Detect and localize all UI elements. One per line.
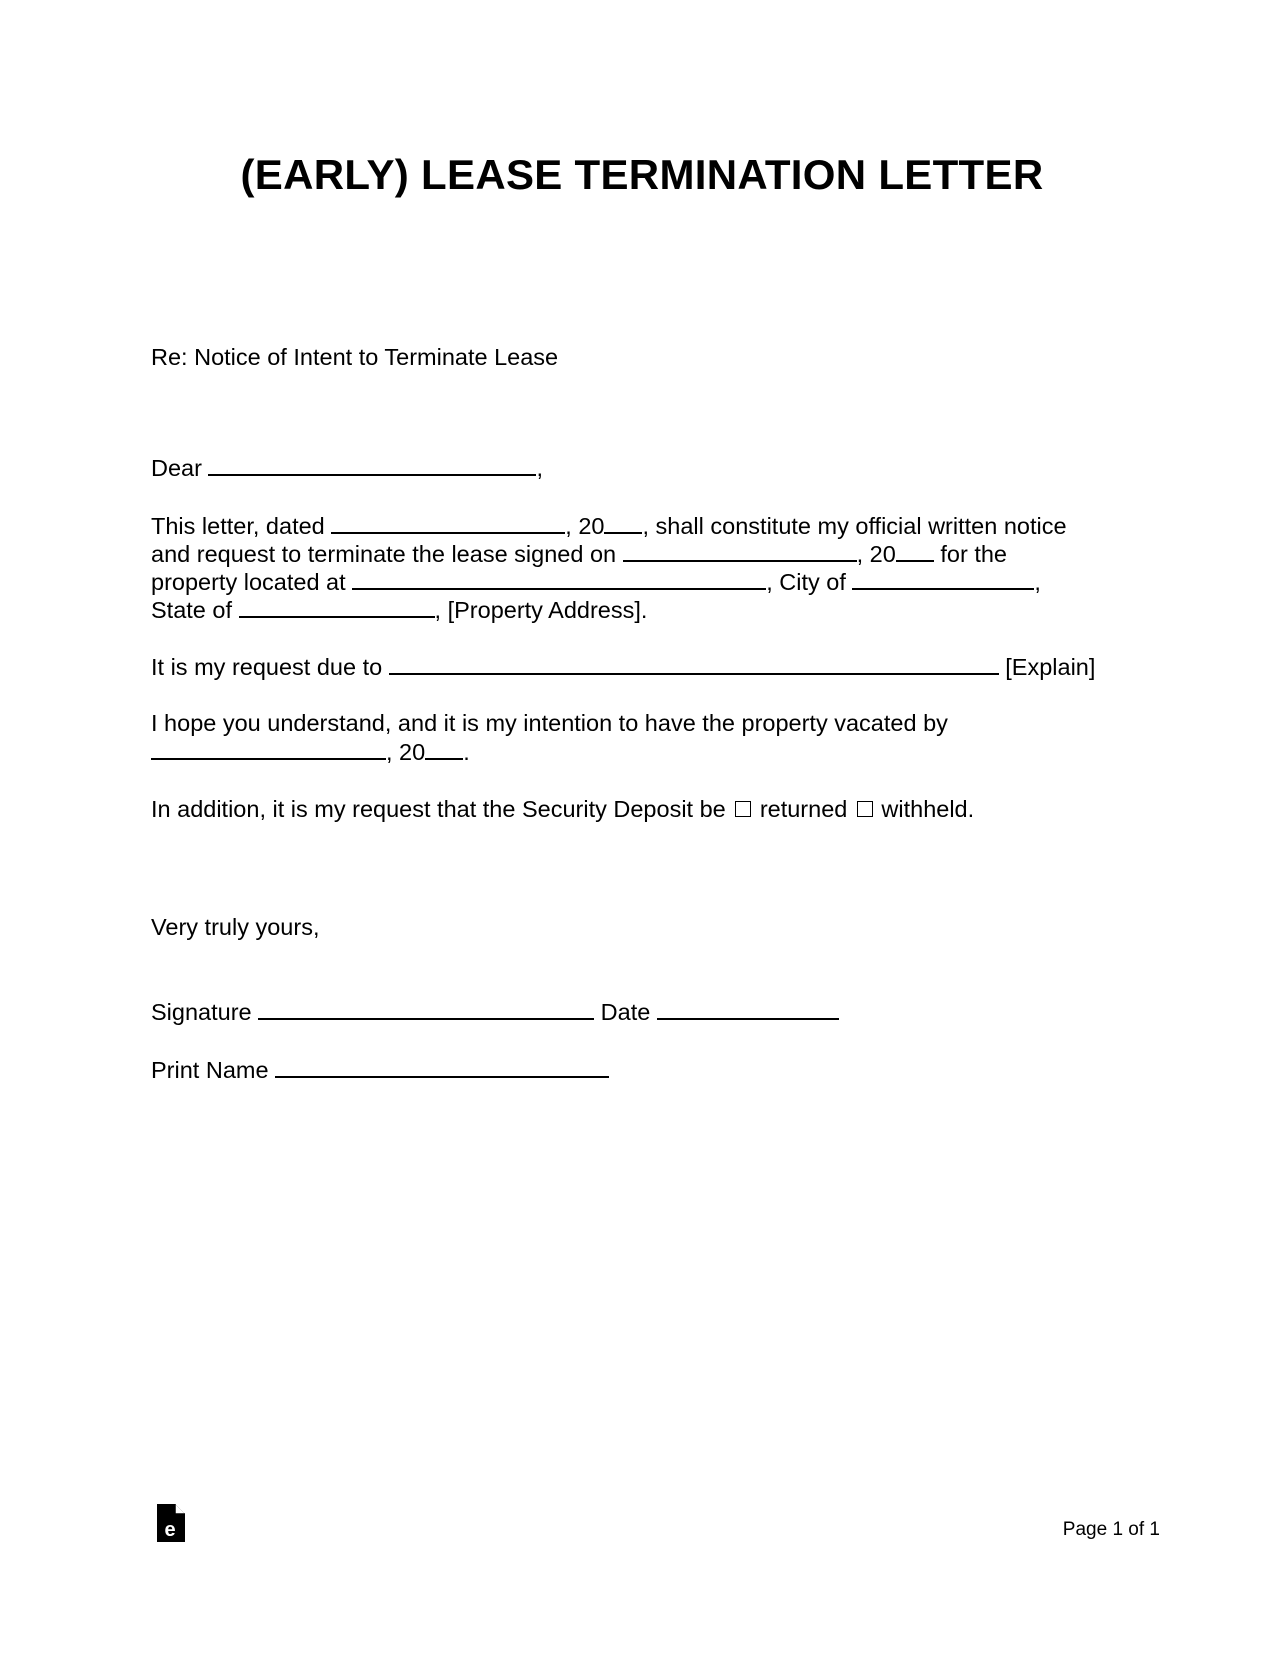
letter-dated-label: This letter, dated: [151, 513, 325, 539]
signature-field[interactable]: [258, 997, 594, 1020]
vacate-year-field[interactable]: [425, 737, 463, 760]
comma-label: ,: [1034, 569, 1041, 595]
paragraph1-line3: [151, 567, 1041, 596]
recipient-name-field[interactable]: [208, 453, 536, 476]
withheld-label: withheld.: [881, 796, 975, 822]
lease-signed-date-field[interactable]: [623, 539, 857, 562]
returned-checkbox[interactable]: [735, 801, 751, 817]
re-line: Re: Notice of Intent to Terminate Lease: [151, 344, 559, 370]
reason-line: [151, 652, 1095, 681]
year-prefix-label: , 20: [856, 541, 896, 567]
print-name-label: Print Name: [151, 1057, 269, 1083]
state-label: State of: [151, 597, 232, 623]
property-location-field[interactable]: [352, 567, 766, 590]
paragraph1-line1: [151, 511, 1067, 540]
salutation-suffix: ,: [536, 455, 543, 481]
document-title: (EARLY) LEASE TERMINATION LETTER: [240, 151, 1044, 198]
deposit-label: In addition, it is my request that the Security Deposit be: [151, 796, 726, 822]
salutation-line: [151, 453, 543, 482]
explain-label: [Explain]: [1005, 654, 1096, 680]
withheld-checkbox[interactable]: [857, 801, 873, 817]
vacate-line1: I hope you understand, and it is my intention to have the property vacated by: [151, 710, 948, 736]
date-field[interactable]: [657, 997, 839, 1020]
page-number: Page 1 of 1: [1062, 1519, 1160, 1540]
vacate-date-field[interactable]: [151, 737, 386, 760]
lease-signed-year-field[interactable]: [896, 539, 934, 562]
lease-signed-label: and request to terminate the lease signed on: [151, 541, 617, 567]
state-field[interactable]: [239, 595, 435, 618]
reason-label: It is my request due to: [151, 654, 383, 680]
notice-text: , shall constitute my official written notice: [642, 513, 1067, 539]
letter-date-field[interactable]: [331, 511, 565, 534]
date-label: Date: [600, 999, 651, 1025]
city-label: , City of: [766, 569, 846, 595]
signature-label: Signature: [151, 999, 252, 1025]
property-located-label: property located at: [151, 569, 346, 595]
year-prefix-label: , 20: [565, 513, 605, 539]
reason-field[interactable]: [389, 652, 999, 675]
city-field[interactable]: [852, 567, 1034, 590]
signature-line: [151, 997, 839, 1026]
paragraph1-line4: [151, 595, 647, 624]
letter-year-field[interactable]: [604, 511, 642, 534]
eforms-logo-icon: [157, 1504, 185, 1542]
year-prefix-label: , 20: [386, 739, 426, 765]
for-the-label: for the: [940, 541, 1007, 567]
vacate-line2: [151, 737, 470, 766]
svg-text:e: e: [164, 1519, 176, 1541]
print-name-field[interactable]: [275, 1055, 609, 1078]
property-address-label: , [Property Address].: [434, 597, 648, 623]
closing-line: Very truly yours,: [151, 914, 320, 940]
print-name-line: [151, 1055, 609, 1084]
period-label: .: [463, 739, 470, 765]
returned-label: returned: [759, 796, 848, 822]
paragraph1-line2: [151, 539, 1007, 568]
salutation-prefix: Dear: [151, 455, 202, 481]
deposit-line: [151, 795, 974, 823]
